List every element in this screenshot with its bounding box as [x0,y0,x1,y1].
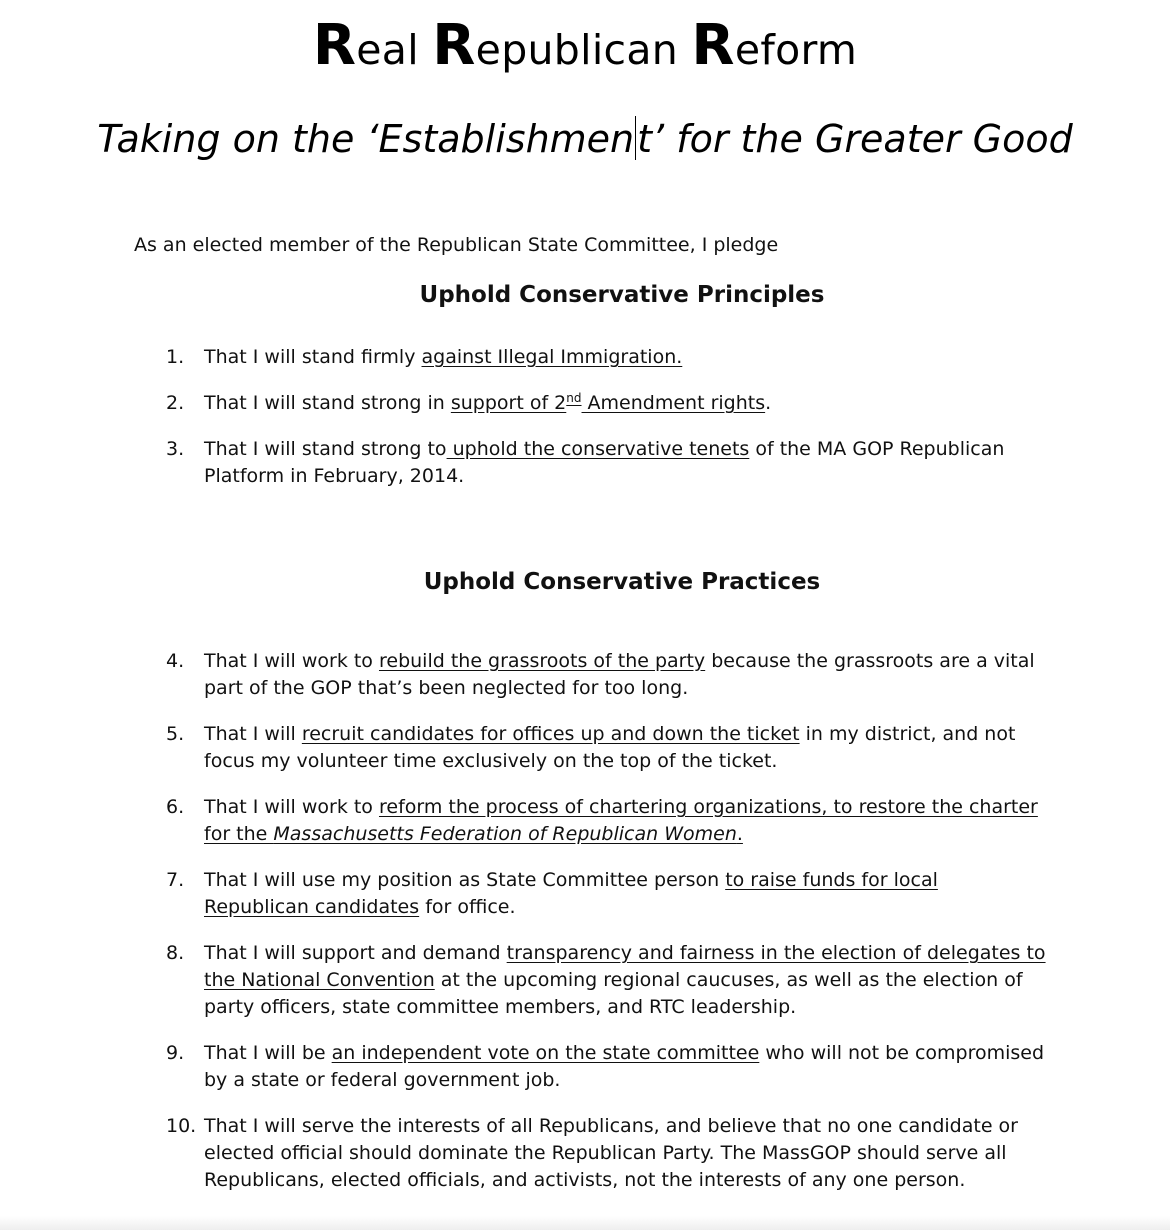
item-emphasis: to raise funds for local Republican candidates [204,869,938,918]
pledge-item [166,390,1046,417]
item-number: 4. [166,650,185,672]
item-emphasis: support of 2 [450,392,567,414]
item-number: 5. [166,723,185,745]
item-emphasis: recruit candidates for offices up and down the ticket [301,723,800,745]
document-subtitle [0,112,1170,166]
principles-list [166,344,1046,509]
item-emphasis: transparency and fairness in the election of delegates to the National Convention [204,942,1046,991]
item-emphasis: Amendment rights [581,392,766,414]
pledge-item [166,648,1046,702]
title-initial: R [432,13,476,78]
item-text: That I will use my position as State Committee person [204,869,726,891]
pledge-item [166,436,1046,490]
item-number: 7. [166,869,185,891]
item-text: . [765,392,772,414]
title-word: eal [356,26,433,74]
item-number: 2. [166,392,185,414]
item-emphasis: rebuild the grassroots of the party [378,650,706,672]
item-emphasis-italic: Massachusetts Federation of Republican Women [273,823,737,845]
item-number: 6. [166,796,185,818]
item-number: 3. [166,438,185,460]
item-text: That I will stand strong to [204,438,447,460]
pledge-item [166,794,1046,848]
pledge-item [166,1113,1046,1194]
item-text: That I will support and demand [204,942,507,964]
item-emphasis: an independent vote on the state committee [331,1042,760,1064]
item-text: of the MA GOP Republican Platform in February, 2014. [204,438,1005,487]
item-number: 9. [166,1042,185,1064]
title-initial: R [312,13,357,78]
item-text: That I will stand firmly [204,346,422,368]
text-cursor [635,116,636,160]
section-heading-principles: Uphold Conservative Principles [419,282,825,308]
subtitle-text: Taking on the ‘Establishmen [97,117,635,161]
item-number: 10. [166,1115,197,1137]
item-number: 8. [166,942,185,964]
item-text: who will not be compromised by a state or federal government job. [204,1042,1045,1091]
title-word: eform [734,26,858,74]
pledge-item [166,867,1046,921]
title-word: epublican [475,26,692,74]
item-emphasis: uphold the conservative tenets [446,438,750,460]
document-title [0,14,1170,82]
section-heading-practices: Uphold Conservative Practices [423,569,821,595]
item-text: That I will serve the interests of all Republicans, and believe that no one candidate or elected official should dominate the Republican Party. The MassGOP should serve all Republicans, elected officials, and activists, not the interests of any one person. [204,1115,1018,1191]
page-bottom-edge [0,1216,1170,1230]
intro-paragraph: As an elected member of the Republican State Committee, I pledge [134,234,779,256]
item-emphasis: . [736,823,743,845]
item-emphasis: against Illegal Immigration. [421,346,683,368]
item-text: because the grassroots are a vital part of the GOP that’s been neglected for too long. [204,650,1035,699]
item-text: That I will stand strong in [204,392,451,414]
item-text: for office. [419,896,516,918]
item-number: 1. [166,346,185,368]
item-text: That I will work to [204,650,379,672]
pledge-item [166,344,1046,371]
item-text: That I will [204,723,302,745]
pledge-item [166,1040,1046,1094]
item-text: in my district, and not focus my volunteer time exclusively on the top of the ticket. [204,723,1016,772]
practices-list [166,648,1046,1213]
item-text: at the upcoming regional caucuses, as well as the election of party officers, state committee members, and RTC leadership. [204,969,1023,1018]
item-text: That I will work to [204,796,379,818]
superscript: nd [566,391,582,405]
pledge-item [166,940,1046,1021]
pledge-item [166,721,1046,775]
title-initial: R [691,13,735,78]
item-emphasis: reform the process of chartering organizations, to restore the charter for the [204,796,1038,845]
item-text: That I will be [204,1042,332,1064]
subtitle-text: t’ for the Greater Good [637,117,1073,161]
